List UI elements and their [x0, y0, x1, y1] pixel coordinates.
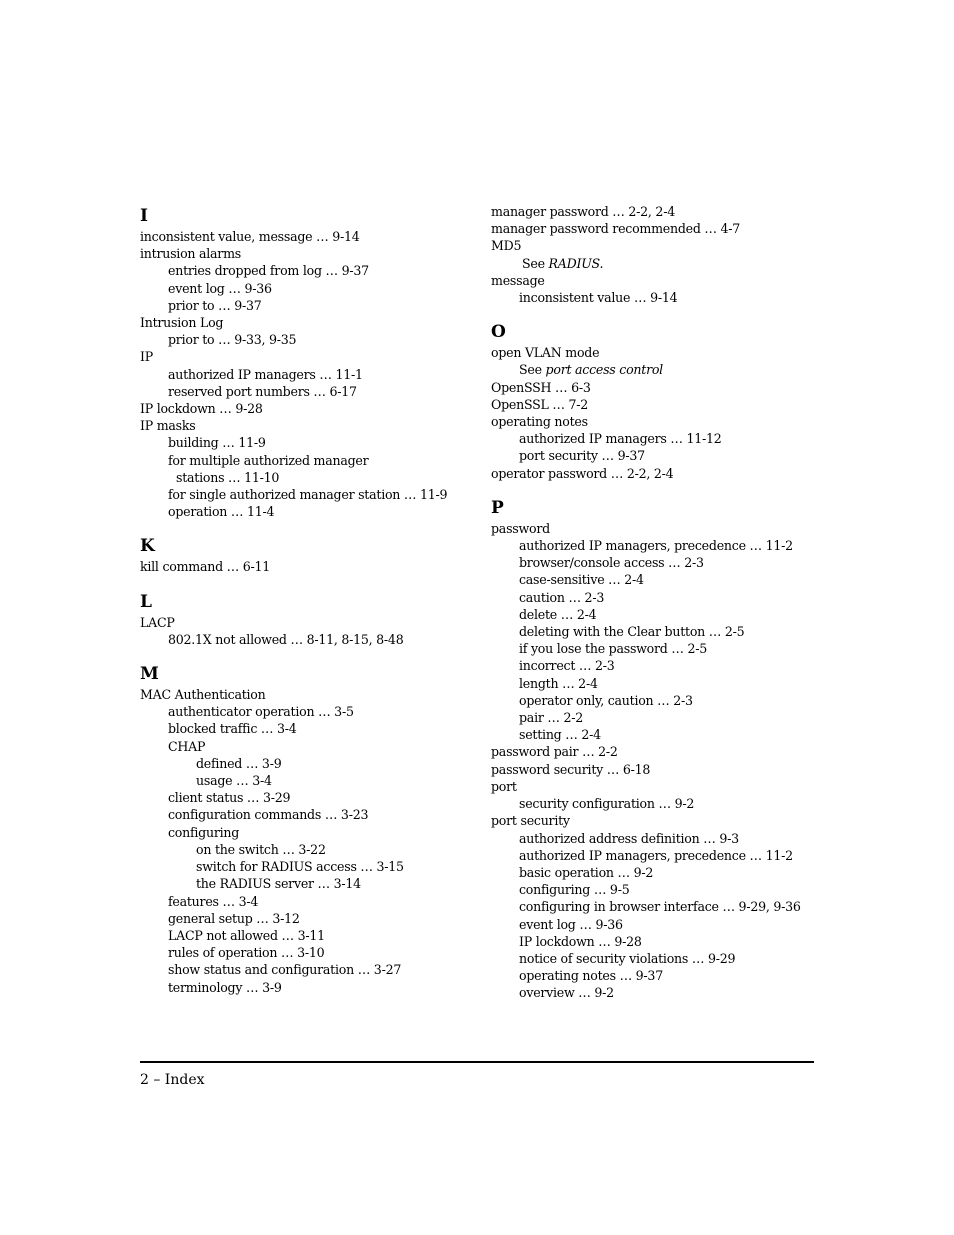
- index-subentry: configuring … 9-5: [519, 882, 630, 898]
- section-letter-heading: M: [140, 664, 159, 685]
- index-subentry: operation … 11-4: [168, 504, 275, 520]
- index-subentry: stations … 11-10: [176, 469, 280, 485]
- index-entry: MD5: [491, 238, 522, 254]
- index-entry: message: [491, 272, 545, 288]
- index-entry: operator password … 2-2, 2-4: [491, 465, 674, 481]
- index-subentry: entries dropped from log … 9-37: [168, 263, 369, 279]
- index-entry: port security: [491, 813, 570, 829]
- index-subentry: for multiple authorized manager: [168, 452, 369, 468]
- index-subentry: on the switch … 3-22: [196, 841, 326, 857]
- index-subentry: authorized IP managers, precedence … 11-2: [519, 538, 793, 554]
- index-subentry: browser/console access … 2-3: [519, 555, 704, 571]
- index-subentry: IP lockdown … 9-28: [519, 933, 642, 949]
- index-subentry: delete … 2-4: [519, 606, 597, 622]
- index-entry: OpenSSL … 7-2: [491, 396, 588, 412]
- section-letter-heading: L: [140, 591, 152, 612]
- index-subentry: notice of security violations … 9-29: [519, 950, 736, 966]
- index-subentry: LACP not allowed … 3-11: [168, 927, 325, 943]
- index-column-right: [491, 203, 821, 1018]
- index-entry: open VLAN mode: [491, 345, 600, 361]
- index-subentry: 802.1X not allowed … 8-11, 8-15, 8-48: [168, 631, 404, 647]
- index-subentry: for single authorized manager station … 11-9: [168, 487, 448, 503]
- see-prefix: See: [519, 362, 546, 378]
- section-letter-heading: P: [491, 497, 504, 518]
- see-reference: [491, 361, 821, 378]
- index-subentry: authorized IP managers … 11-1: [168, 366, 363, 382]
- index-subentry: setting … 2-4: [519, 727, 601, 743]
- index-subentry: features … 3-4: [168, 893, 259, 909]
- index-entry: OpenSSH … 6-3: [491, 379, 591, 395]
- index-subentry: port security … 9-37: [519, 448, 645, 464]
- index-entry: kill command … 6-11: [140, 559, 271, 575]
- index-subentry: security configuration … 9-2: [519, 796, 695, 812]
- index-section: [140, 536, 480, 575]
- index-entry: port: [491, 778, 517, 794]
- index-subentry: usage … 3-4: [196, 773, 272, 789]
- see-target: RADIUS.: [548, 255, 604, 271]
- index-subentry: general setup … 3-12: [168, 910, 300, 926]
- index-subentry: the RADIUS server … 3-14: [196, 876, 361, 892]
- footer-rule: [140, 1061, 814, 1063]
- index-subentry: client status … 3-29: [168, 790, 291, 806]
- section-letter-heading: I: [140, 206, 148, 226]
- index-subentry: prior to … 9-37: [168, 297, 262, 313]
- index-section: [491, 498, 821, 1002]
- index-section: [140, 206, 480, 520]
- index-subentry: if you lose the password … 2-5: [519, 641, 707, 657]
- footer-page-label: 2 – Index: [140, 1072, 205, 1088]
- index-subentry: operator only, caution … 2-3: [519, 692, 693, 708]
- index-entry: IP lockdown … 9-28: [140, 401, 263, 417]
- see-reference: [491, 255, 821, 272]
- index-subentry: event log … 9-36: [519, 916, 623, 932]
- index-subentry: switch for RADIUS access … 3-15: [196, 859, 404, 875]
- index-subentry: authorized IP managers, precedence … 11-2: [519, 847, 793, 863]
- index-section: [140, 664, 480, 996]
- index-subentry: length … 2-4: [519, 675, 598, 691]
- index-entry: password: [491, 520, 550, 536]
- index-subentry: configuring: [168, 824, 240, 840]
- index-entry: LACP: [140, 614, 175, 630]
- section-letter-heading: O: [491, 322, 506, 343]
- index-subentry: CHAP: [168, 738, 206, 754]
- index-column-left: [140, 203, 480, 1012]
- index-entry: MAC Authentication: [140, 687, 266, 703]
- index-entry: Intrusion Log: [140, 315, 224, 331]
- index-subentry: show status and configuration … 3-27: [168, 962, 402, 978]
- index-subentry: basic operation … 9-2: [519, 864, 654, 880]
- index-entry: manager password … 2-2, 2-4: [491, 204, 675, 219]
- index-section: [491, 322, 821, 482]
- index-subentry: pair … 2-2: [519, 710, 583, 726]
- index-section: [140, 592, 480, 648]
- index-subentry: configuration commands … 3-23: [168, 807, 369, 823]
- index-subentry: deleting with the Clear button … 2-5: [519, 624, 745, 640]
- index-subentry: authorized IP managers … 11-12: [519, 431, 722, 447]
- index-entry: IP masks: [140, 418, 196, 434]
- index-subentry: blocked traffic … 3-4: [168, 721, 297, 737]
- index-entry: password security … 6-18: [491, 761, 651, 777]
- index-subentry: prior to … 9-33, 9-35: [168, 332, 297, 348]
- index-section: [491, 203, 821, 306]
- index-subentry: inconsistent value … 9-14: [519, 290, 678, 306]
- index-subentry: building … 11-9: [168, 435, 266, 451]
- index-subentry: authorized address definition … 9-3: [519, 830, 739, 846]
- index-subentry: authenticator operation … 3-5: [168, 704, 354, 720]
- index-subentry: operating notes … 9-37: [519, 968, 663, 984]
- index-subentry: configuring in browser interface … 9-29, 9-36: [519, 899, 801, 915]
- index-subentry: rules of operation … 3-10: [168, 945, 325, 961]
- index-entry: intrusion alarms: [140, 246, 241, 262]
- index-entry: password pair … 2-2: [491, 744, 618, 760]
- index-subentry: caution … 2-3: [519, 589, 605, 605]
- index-entry: operating notes: [491, 414, 588, 430]
- index-entry: manager password recommended … 4-7: [491, 221, 741, 237]
- index-subentry: case-sensitive … 2-4: [519, 572, 644, 588]
- index-subentry: defined … 3-9: [196, 755, 282, 771]
- index-subentry: reserved port numbers … 6-17: [168, 383, 357, 399]
- see-prefix: See: [522, 255, 549, 271]
- index-entry: IP: [140, 349, 153, 365]
- see-target: port access control: [545, 362, 663, 378]
- index-subentry: event log … 9-36: [168, 280, 272, 296]
- index-subentry: overview … 9-2: [519, 985, 614, 1001]
- index-entry: inconsistent value, message … 9-14: [140, 229, 360, 244]
- index-subentry: terminology … 3-9: [168, 979, 282, 995]
- section-letter-heading: K: [140, 536, 155, 557]
- index-subentry: incorrect … 2-3: [519, 658, 615, 674]
